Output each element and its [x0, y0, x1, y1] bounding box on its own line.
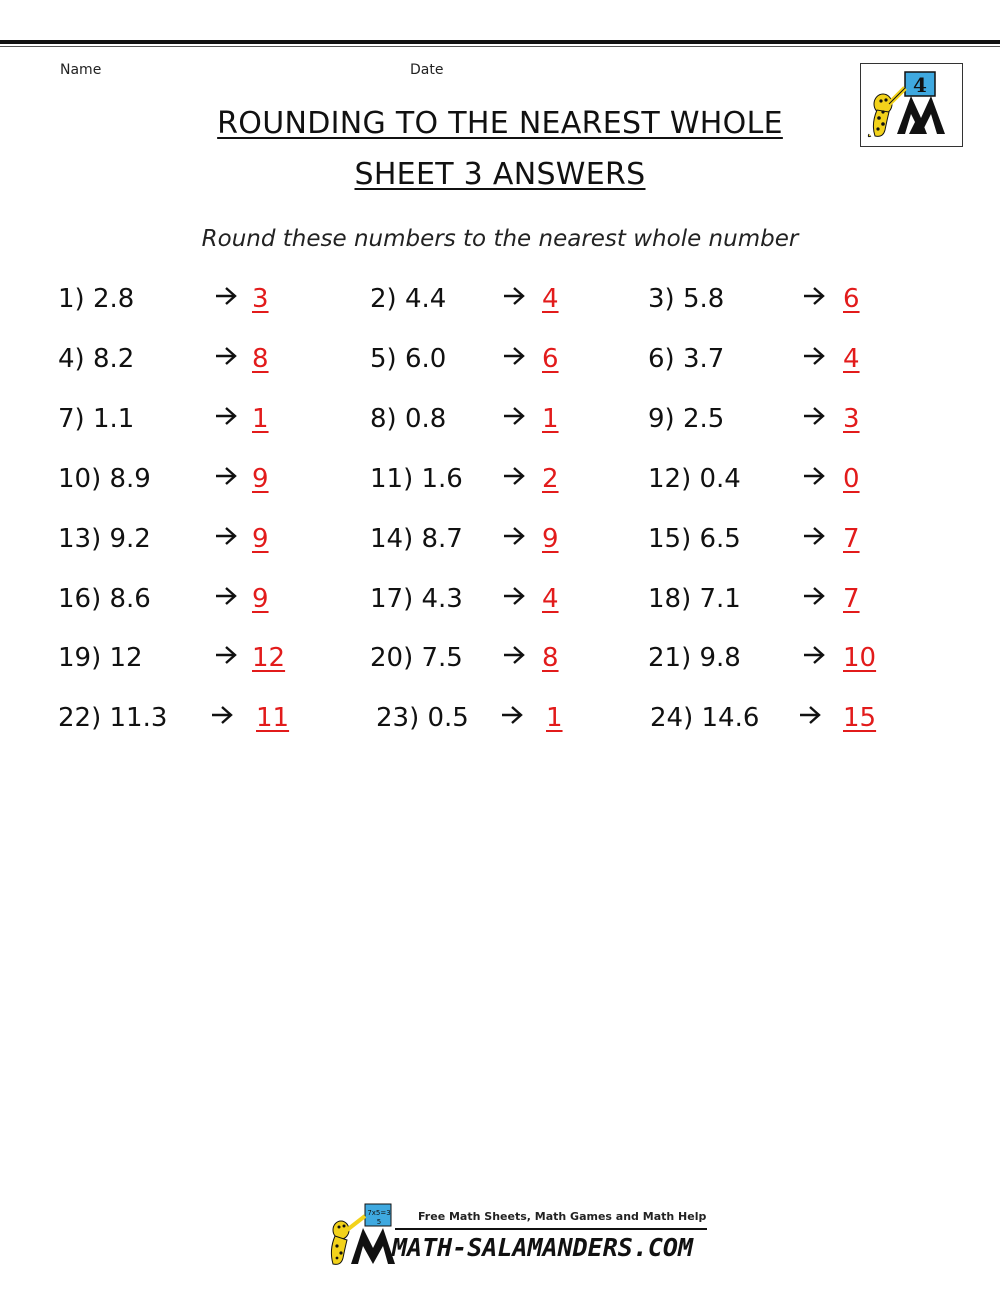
right-arrow-icon: [502, 645, 526, 665]
answer-value: 4: [843, 344, 860, 374]
right-arrow-icon: [802, 406, 826, 426]
page-title: [0, 106, 1000, 141]
date-label: Date: [410, 62, 444, 78]
footer-tagline: Free Math Sheets, Math Games and Math Help: [418, 1210, 707, 1223]
problem-label: 3) 5.8: [648, 284, 725, 314]
right-arrow-icon: [802, 586, 826, 606]
title-line-2: SHEET 3 ANSWERS: [354, 157, 646, 192]
answer-value: 10: [843, 643, 877, 673]
problem-label: 15) 6.5: [648, 524, 741, 554]
answer-value: 3: [252, 284, 269, 314]
name-label: Name: [60, 62, 102, 78]
problem-label: 20) 7.5: [370, 643, 463, 673]
page-subtitle: [0, 157, 1000, 192]
problem-label: 17) 4.3: [370, 584, 463, 614]
problem-label: 16) 8.6: [58, 584, 151, 614]
answer-value: 7: [843, 584, 860, 614]
problem-label: 1) 2.8: [58, 284, 135, 314]
right-arrow-icon: [214, 586, 238, 606]
problem-label: 19) 12: [58, 643, 143, 673]
right-arrow-icon: [214, 346, 238, 366]
problem-label: 9) 2.5: [648, 404, 725, 434]
problem-label: 21) 9.8: [648, 643, 741, 673]
right-arrow-icon: [802, 526, 826, 546]
problem-label: 4) 8.2: [58, 344, 135, 374]
right-arrow-icon: [802, 286, 826, 306]
answer-value: 1: [546, 703, 563, 733]
right-arrow-icon: [502, 286, 526, 306]
answer-value: 11: [256, 703, 290, 733]
right-arrow-icon: [802, 645, 826, 665]
right-arrow-icon: [214, 406, 238, 426]
right-arrow-icon: [210, 705, 234, 725]
right-arrow-icon: [802, 466, 826, 486]
problem-label: 18) 7.1: [648, 584, 741, 614]
right-arrow-icon: [502, 526, 526, 546]
right-arrow-icon: [802, 346, 826, 366]
problem-label: 11) 1.6: [370, 464, 463, 494]
answer-value: 6: [542, 344, 559, 374]
top-rule-thin: [0, 46, 1000, 47]
instruction-text: Round these numbers to the nearest whole number: [201, 226, 799, 252]
answer-value: 1: [252, 404, 269, 434]
right-arrow-icon: [502, 586, 526, 606]
right-arrow-icon: [502, 346, 526, 366]
answer-value: 12: [252, 643, 286, 673]
footer-rule: [395, 1228, 707, 1230]
salamander-logo-icon: [861, 64, 962, 146]
problem-label: 12) 0.4: [648, 464, 741, 494]
problem-label: 24) 14.6: [650, 703, 760, 733]
problem-label: 8) 0.8: [370, 404, 447, 434]
answer-value: 0: [843, 464, 860, 494]
problem-label: 23) 0.5: [376, 703, 469, 733]
answer-value: 9: [252, 464, 269, 494]
answer-value: 9: [542, 524, 559, 554]
answer-value: 8: [252, 344, 269, 374]
answer-value: 6: [843, 284, 860, 314]
answer-value: 8: [542, 643, 559, 673]
right-arrow-icon: [502, 466, 526, 486]
right-arrow-icon: [214, 286, 238, 306]
problem-label: 2) 4.4: [370, 284, 447, 314]
problem-label: 14) 8.7: [370, 524, 463, 554]
right-arrow-icon: [214, 526, 238, 546]
footer-site-link[interactable]: MATH-SALAMANDERS.COM: [392, 1233, 694, 1262]
answer-value: 4: [542, 284, 559, 314]
problem-label: 22) 11.3: [58, 703, 168, 733]
problem-label: 6) 3.7: [648, 344, 725, 374]
answer-value: 4: [542, 584, 559, 614]
problem-label: 10) 8.9: [58, 464, 151, 494]
problem-label: 7) 1.1: [58, 404, 135, 434]
answer-value: 2: [542, 464, 559, 494]
problem-label: 5) 6.0: [370, 344, 447, 374]
answer-value: 15: [843, 703, 877, 733]
answer-value: 9: [252, 584, 269, 614]
footer-badge-text: 7x5=35: [367, 1209, 391, 1226]
title-line-1: ROUNDING TO THE NEAREST WHOLE: [217, 106, 783, 141]
header-logo: [860, 63, 963, 147]
grade-badge-text: 4: [913, 73, 927, 97]
top-rule: [0, 40, 1000, 44]
right-arrow-icon: [214, 645, 238, 665]
answer-value: 9: [252, 524, 269, 554]
answer-value: 7: [843, 524, 860, 554]
answer-value: 3: [843, 404, 860, 434]
right-arrow-icon: [214, 466, 238, 486]
right-arrow-icon: [502, 406, 526, 426]
answer-value: 1: [542, 404, 559, 434]
right-arrow-icon: [798, 705, 822, 725]
right-arrow-icon: [500, 705, 524, 725]
problem-label: 13) 9.2: [58, 524, 151, 554]
